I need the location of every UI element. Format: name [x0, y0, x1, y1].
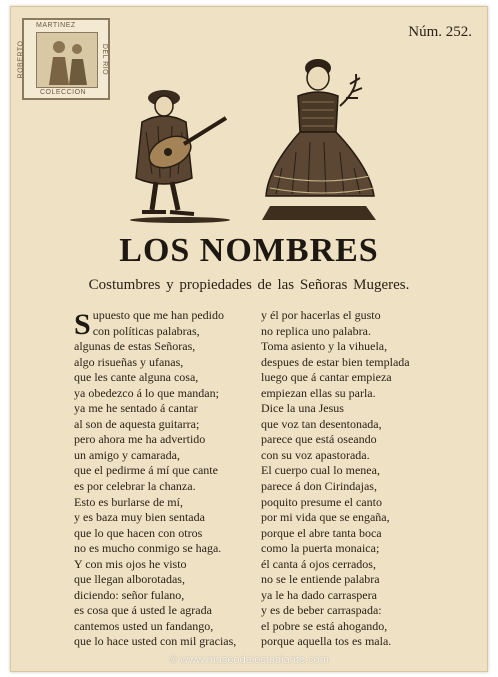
verse-line: al son de aquesta guitarra; — [74, 416, 200, 431]
verse-line: pero ahora me ha advertido — [74, 432, 206, 447]
verse-line: parece que está oseando — [261, 432, 377, 447]
verse-line: Dice la una Jesus — [261, 401, 344, 416]
stamp-text-top: MARTINEZ — [36, 22, 76, 29]
poem-right-column — [261, 308, 461, 650]
verse-line: no se le entiende palabra — [261, 572, 380, 587]
poem-left-column — [74, 308, 274, 650]
verse-line: empiezan ellas su parla. — [261, 385, 376, 400]
verse-line: y es de beber carraspada: — [261, 603, 382, 618]
verse-line: y es baza muy bien sentada — [74, 510, 205, 525]
lady-woodcut-illustration — [262, 56, 382, 228]
verse-line: algo risueñas y ufanas, — [74, 354, 184, 369]
verse-line: porque aquella tos es mala. — [261, 634, 392, 649]
broadside-title: LOS NOMBRES — [119, 232, 379, 269]
verse-line: es cosa que á usted le agrada — [74, 603, 212, 618]
verse-line: con su voz apastorada. — [261, 447, 370, 462]
verse-line: es por celebrar la chanza. — [74, 479, 196, 494]
verse-line: con políticas palabras, — [92, 323, 200, 338]
guitarist-woodcut-illustration — [122, 82, 238, 224]
verse-line: Toma asiento y la vihuela, — [261, 339, 388, 354]
verse-line: él canta á ojos cerrados, — [261, 556, 376, 571]
verse-line: que lo hace usted con mil gracias, — [74, 634, 237, 649]
collection-stamp — [17, 18, 110, 100]
stamp-text-bottom: COLECCION — [40, 89, 87, 96]
verse-line: algunas de estas Señoras, — [74, 339, 196, 354]
copyright-watermark: © www.museodelestudiante.com — [169, 654, 329, 666]
verse-line: no replica uno palabra. — [261, 323, 371, 338]
broadside-subtitle: Costumbres y propiedades de las Señoras Mugeres. — [88, 277, 410, 293]
broadside-number: Núm. 252. — [408, 24, 472, 40]
verse-line: ya le ha dado carraspera — [261, 587, 377, 602]
verse-line: porque el abre tanta boca — [261, 525, 382, 540]
verse-line: Y con mis ojos he visto — [74, 556, 187, 571]
verse-line: que les cante alguna cosa, — [74, 370, 199, 385]
verse-line: poquito presume el canto — [261, 494, 382, 509]
verse-line: por mi vida que se engaña, — [261, 510, 390, 525]
verse-line: cantemos usted un fandango, — [74, 618, 214, 633]
verse-line: ya me he sentado á cantar — [74, 401, 198, 416]
verse-line: que el pedirme á mí que cante — [74, 463, 218, 478]
verse-line: y él por hacerlas el gusto — [261, 308, 381, 322]
stamp-text-right: DEL RIO — [100, 43, 108, 76]
verse-line: parece á don Cirindajas, — [261, 479, 377, 494]
verse-line: El cuerpo cual lo menea, — [261, 463, 380, 478]
verse-line: que lo que hacen con otros — [74, 525, 203, 540]
verse-line: ya obedezco á lo que mandan; — [74, 385, 219, 400]
verse-line: Esto es burlarse de mí, — [74, 494, 183, 509]
verse-line: diciendo: señor fulano, — [74, 587, 185, 602]
verse-line: luego que á cantar empieza — [261, 370, 392, 385]
verse-line: que llegan alborotadas, — [74, 572, 185, 587]
verse-line: upuesto que me han pedido — [92, 308, 224, 322]
verse-line: que voz tan desentonada, — [261, 416, 382, 431]
verse-line: un amigo y camarada, — [74, 447, 180, 462]
stamp-text-left: ROBERTO — [17, 40, 25, 79]
verse-line: como la puerta monaica; — [261, 541, 380, 556]
verse-line: despues de estar bien templada — [261, 354, 410, 369]
verse-line: no es mucho conmigo se haga. — [74, 541, 222, 556]
stamp-engraving — [36, 32, 98, 88]
drop-cap-letter: S — [74, 308, 91, 341]
verse-line: el pobre se está ahogando, — [261, 618, 388, 633]
